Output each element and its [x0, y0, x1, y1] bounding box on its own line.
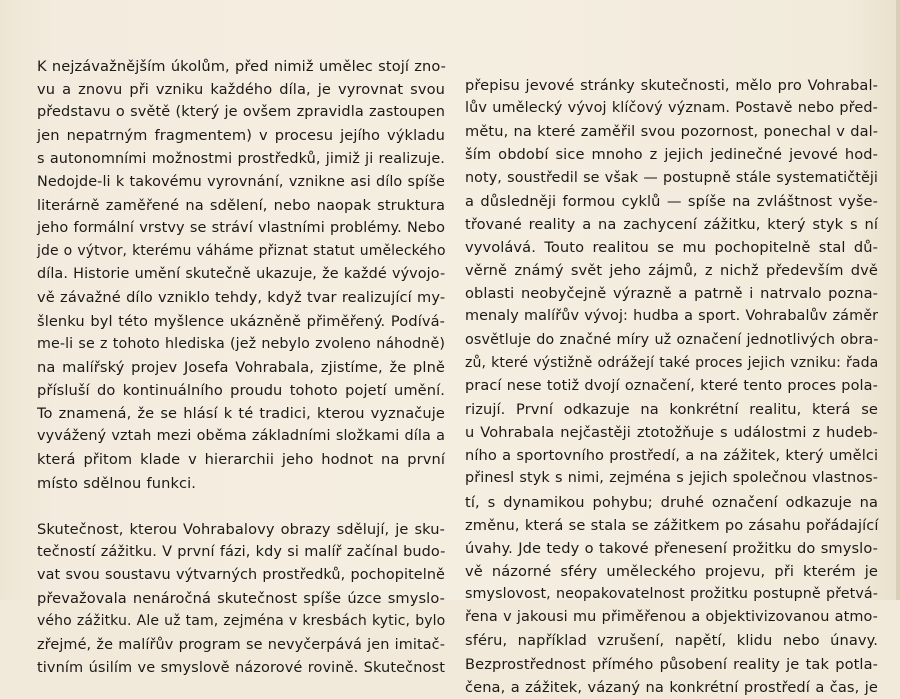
paragraph-reality: [37, 518, 445, 680]
text-line: me-li se z tohoto hlediska (jež nebylo zvoleno náhodně): [37, 335, 445, 352]
text-line: Skutečnost, kterou Vohrabalovy obrazy sdělují, je sku-: [37, 520, 445, 538]
text-line: Nedojde-li k takovému vyrovnání, vznikne asi dílo spíše: [37, 173, 445, 190]
text-line: vě závažné dílo vzniklo tehdy, když tvar realizující my-: [37, 289, 446, 307]
text-line: zřejmé, že malířův program se nevyčerpává jen imitač-: [37, 636, 445, 653]
text-line: ším období sice mnoho z jejich jedinečné jevové hod-: [465, 146, 878, 164]
text-line: u Vohrabala nejčastěji ztotožňuje s událostmi z hudeb-: [465, 424, 878, 442]
text-line: přinesl styk s nimi, zejména s jejich společnou vlastnos-: [465, 470, 878, 487]
text-line: přísluší do kontinuálního proudu tohoto pojetí umění.: [37, 381, 445, 399]
text-line: vého zážitku. Ale už tam, zejména v kresbách kytic, bylo: [37, 613, 446, 630]
page-edge: [896, 0, 900, 600]
text-line: jeho formální vrstvy se stráví vlastními problémy. Nebo: [37, 219, 446, 236]
left-text-column: [37, 55, 445, 680]
paragraph-gap: [37, 495, 445, 518]
text-line: literárně zaměřené na sdělení, nebo naopak struktura: [37, 196, 445, 214]
text-line: přepisu jevové stránky skutečnosti, mělo pro Vohrabal-: [465, 77, 878, 94]
text-line: šlenku byl této myšlence ukázněně přiměřený. Podívá-: [37, 312, 445, 330]
text-line: tivním úsilím ve smyslově názorové rovině. Skutečnost: [37, 659, 445, 676]
text-line: na malířský projev Josefa Vohrabala, zjistíme, že plně: [37, 358, 445, 376]
text-line: Bezprostřednost přímého působení reality je tak potla-: [465, 655, 878, 673]
text-line: a důsledněji formou cyklů — spíše na zvláštnost vyše-: [465, 192, 878, 210]
text-line: lův umělecký vývoj klíčový význam. Postavě nebo před-: [465, 100, 878, 117]
text-line: prací nese totiž dvojí označení, které tento proces pola-: [465, 377, 878, 394]
text-line: tečností zážitku. V první fázi, kdy si malíř začínal budo-: [37, 543, 446, 560]
text-line: osvětluje do značné míry už označení jednotlivých obra-: [465, 331, 879, 348]
text-line: vu a znovu při vzniku každého díla, je vyrovnat svou: [37, 81, 445, 99]
text-line: díla. Historie umění skutečně ukazuje, že každé vývojo-: [37, 266, 446, 283]
text-line: ního a sportovního prostředí, a na zážitek, který umělci: [465, 447, 879, 465]
text-line: převažovala nenáročná skutečnost spíše úzce smyslo-: [37, 590, 445, 608]
text-line: vyvolává. Touto realitou se mu pochopitelně stal dů-: [465, 238, 878, 256]
text-line: oblasti neobyčejně výrazně a patrně i natrvalo pozna-: [465, 285, 878, 303]
text-line: smyslovost, neopakovatelnost prožitku postupně přetvá-: [465, 586, 879, 603]
paragraph-continuation: [465, 74, 878, 699]
text-line: věrně známý svět jeho zájmů, z nichž především dvě: [465, 262, 878, 280]
text-line: vat svou soustavu výtvarných prostředků, pochopitelně: [37, 567, 445, 584]
text-line: změnu, která se stala se zážitkem po zásahu pořádající: [465, 516, 879, 534]
text-line: představu o světě (který je ovšem zpravidla zastoupen: [37, 104, 445, 121]
text-line: úvahy. Jde tedy o takové přenesení prožitku do smyslo-: [465, 539, 878, 557]
text-line: místo sdělnou funkci.: [37, 474, 197, 492]
text-line: zů, které výstižně odrážejí také proces jejich vzniku: řada: [465, 354, 879, 371]
text-line: tí, s dynamikou pohybu; druhé označení odkazuje na: [465, 493, 878, 511]
text-line: třované reality a na zachycení zážitku, který styk s ní: [465, 215, 878, 233]
text-line: jen nepatrným fragmentem) v procesu jejího výkladu: [37, 127, 445, 145]
text-line: vě názorné sféry uměleckého projevu, při kterém je: [465, 562, 878, 580]
right-text-column: [465, 74, 878, 699]
text-line: K nejzávažnějším úkolům, před nimiž umělec stojí zno-: [37, 58, 447, 75]
text-line: vyvážený vztah mezi oběma základními složkami díla a: [37, 428, 445, 445]
text-line: s autonomními možnostmi prostředků, jimiž ji realizuje.: [37, 150, 445, 167]
text-line: rizují. První odkazuje na konkrétní realitu, která se: [465, 400, 878, 418]
paragraph-intro: [37, 55, 445, 495]
text-line: sféru, například vzrušení, napětí, klidu nebo únavy.: [465, 632, 878, 650]
text-line: mětu, na které zaměřil svou pozornost, ponechal v dal-: [465, 123, 879, 141]
text-line: čena, a zážitek, vázaný na konkrétní prostředí a čas, je: [465, 678, 878, 696]
text-line: To znamená, že se hlásí k té tradici, kterou vyznačuje: [37, 405, 445, 423]
text-line: menaly malířův vývoj: hudba a sport. Vohrabalův záměr: [465, 308, 879, 325]
text-line: noty, soustředil se však — postupně stále systematičtěji: [465, 169, 878, 186]
text-line: která přitom klade v hierarchii jeho hodnot na první: [37, 451, 445, 469]
text-line: jde o výtvor, kterému váháme přiznat statut uměleckého: [37, 243, 446, 260]
text-line: řena v jakousi mu přiměřenou a objektivizovanou atmo-: [465, 609, 878, 626]
